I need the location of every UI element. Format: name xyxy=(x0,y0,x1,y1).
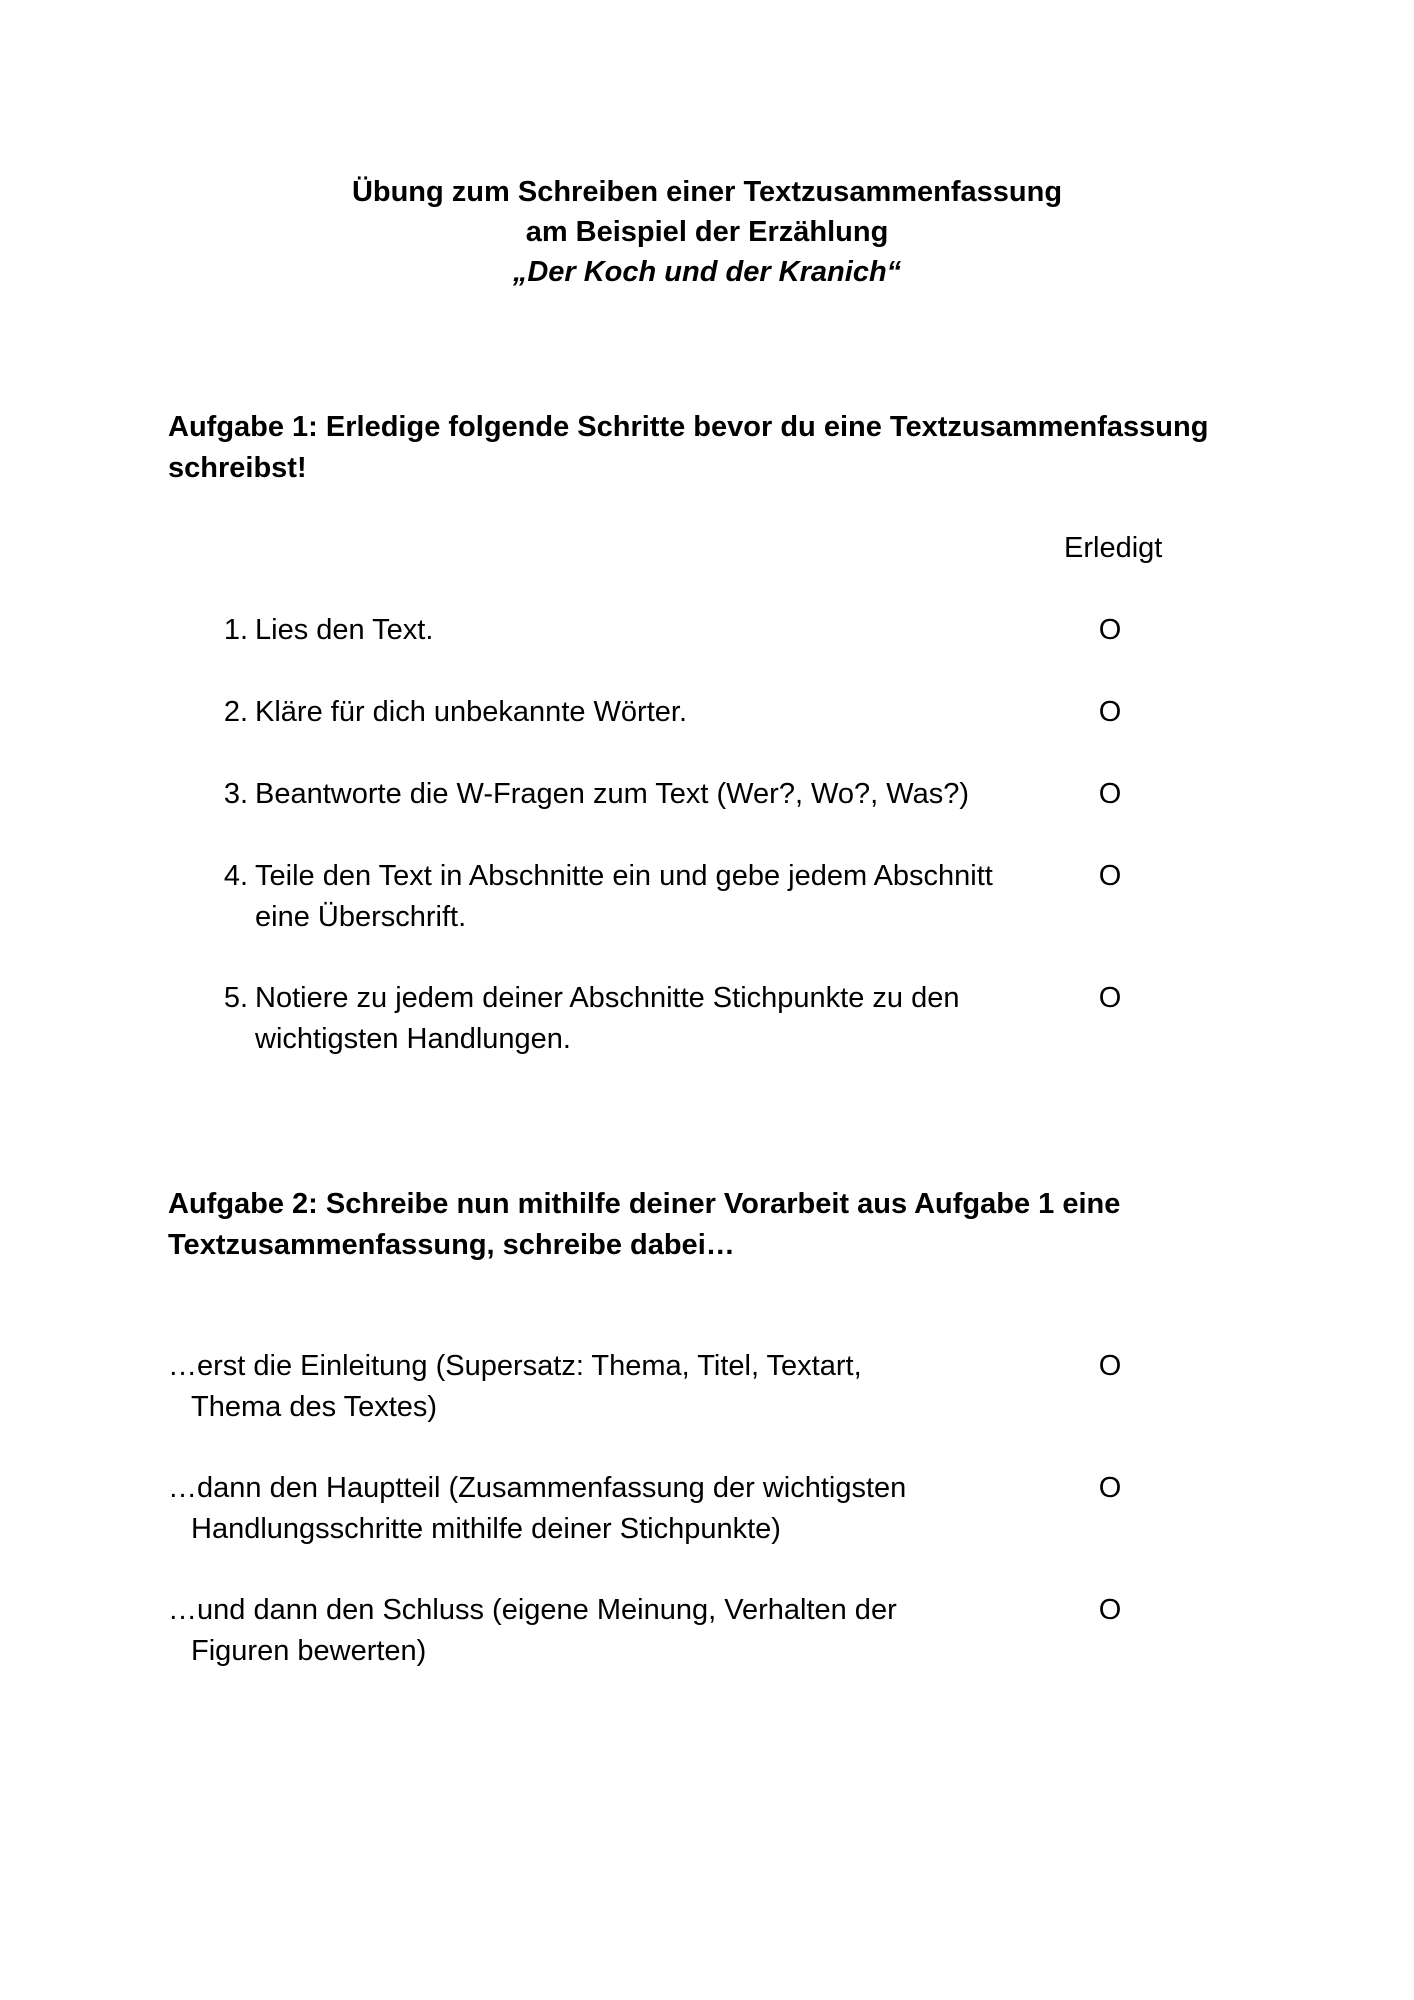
title-line-2: am Beispiel der Erzählung xyxy=(525,216,889,248)
task2-heading-line-1: Aufgabe 2: Schreibe nun mithilfe deiner Vorarbeit aus Aufgabe 1 eine xyxy=(168,1188,1121,1220)
requirement-line-1: …dann den Hauptteil (Zusammenfassung der wichtigsten xyxy=(168,1472,907,1504)
task2-heading xyxy=(168,1184,1228,1266)
step-text-line-1: Beantworte die W-Fragen zum Text (Wer?, Wo?, Was?) xyxy=(255,778,969,810)
step-text-line-1: Teile den Text in Abschnitte ein und gebe jedem Abschnitt xyxy=(255,860,993,892)
requirement-line-2: Handlungsschritte mithilfe deiner Stichpunkte) xyxy=(191,1513,781,1545)
requirement-line-2: Figuren bewerten) xyxy=(191,1635,427,1667)
requirement-text xyxy=(168,1468,1068,1550)
requirement-text xyxy=(168,1346,1068,1428)
done-checkbox[interactable]: O xyxy=(1098,1594,1122,1626)
task1-heading-line-2: schreibst! xyxy=(168,452,307,484)
requirement-text xyxy=(168,1590,1068,1672)
step-number: 5. xyxy=(223,982,248,1014)
done-checkbox[interactable]: O xyxy=(1098,982,1122,1014)
step-number: 1. xyxy=(223,614,248,646)
step-text xyxy=(255,610,1075,651)
done-checkbox[interactable]: O xyxy=(1098,1472,1122,1504)
step-text-line-1: Lies den Text. xyxy=(255,614,434,646)
step-text xyxy=(255,978,1075,1060)
step-text xyxy=(255,774,1075,815)
done-checkbox[interactable]: O xyxy=(1098,1350,1122,1382)
requirement-line-1: …und dann den Schluss (eigene Meinung, Verhalten der xyxy=(168,1594,897,1626)
step-text-line-1: Kläre für dich unbekannte Wörter. xyxy=(255,696,688,728)
step-number: 3. xyxy=(223,778,248,810)
worksheet-title xyxy=(0,172,1414,292)
task1-heading xyxy=(168,407,1228,489)
task1-heading-line-1: Aufgabe 1: Erledige folgende Schritte bevor du eine Textzusammenfassung xyxy=(168,411,1209,443)
step-number: 4. xyxy=(223,860,248,892)
done-checkbox[interactable]: O xyxy=(1098,614,1122,646)
requirement-line-1: …erst die Einleitung (Supersatz: Thema, Titel, Textart, xyxy=(168,1350,862,1382)
step-text xyxy=(255,692,1075,733)
done-checkbox[interactable]: O xyxy=(1098,696,1122,728)
title-line-1: Übung zum Schreiben einer Textzusammenfassung xyxy=(351,176,1063,208)
step-number: 2. xyxy=(223,696,248,728)
title-line-3: „Der Koch und der Kranich“ xyxy=(512,256,902,288)
step-text-line-1: Notiere zu jedem deiner Abschnitte Stichpunkte zu den xyxy=(255,982,960,1014)
step-text xyxy=(255,856,1075,938)
done-checkbox[interactable]: O xyxy=(1098,860,1122,892)
task2-heading-line-2: Textzusammenfassung, schreibe dabei… xyxy=(168,1229,735,1261)
step-text-line-2: wichtigsten Handlungen. xyxy=(255,1023,571,1055)
step-text-line-2: eine Überschrift. xyxy=(255,901,467,933)
done-column-header: Erledigt xyxy=(1064,532,1163,564)
done-checkbox[interactable]: O xyxy=(1098,778,1122,810)
requirement-line-2: Thema des Textes) xyxy=(191,1391,438,1423)
